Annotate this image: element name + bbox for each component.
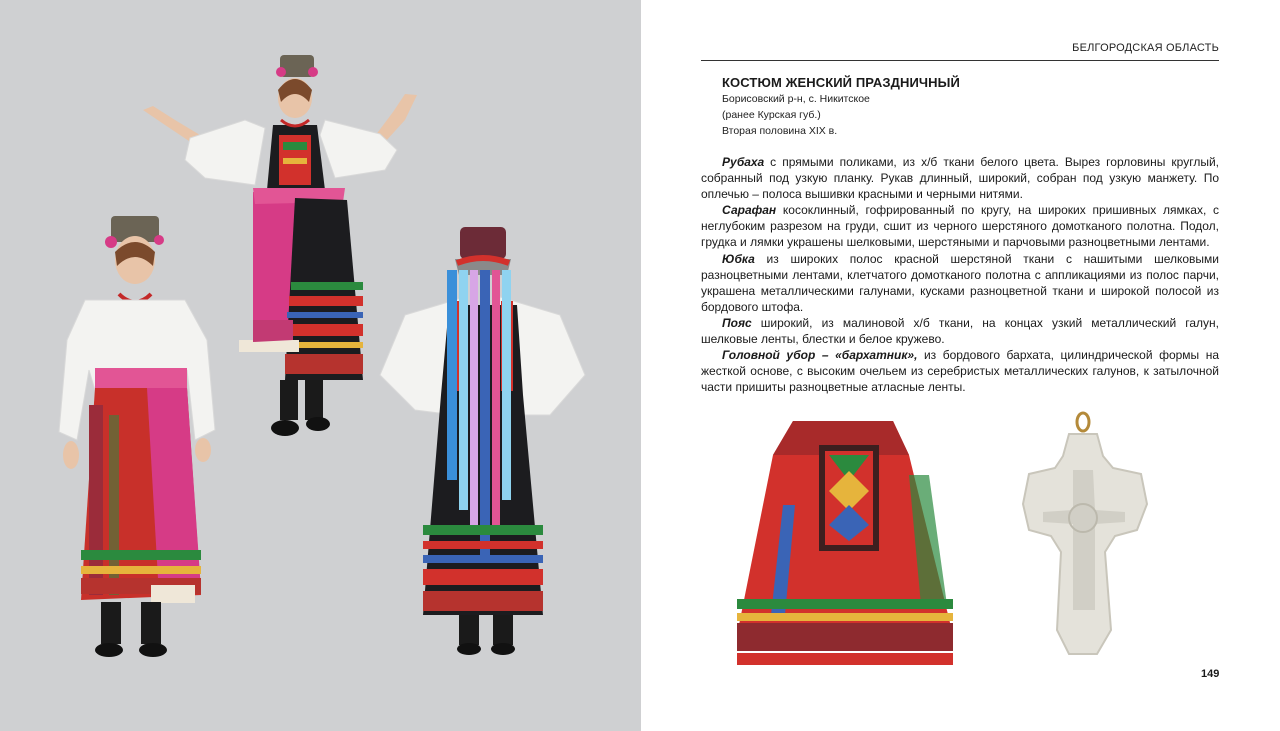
- meta-date: Вторая половина XIX в.: [722, 125, 838, 137]
- running-head: БЕЛГОРОДСКАЯ ОБЛАСТЬ: [701, 42, 1219, 61]
- text-headdress: из бордового бархата, цилиндрической формы на жесткой основе, с высоким очельем из серебристых металлических галунов, к затылочной части пришиты разноцветные атласные ленты.: [701, 348, 1219, 395]
- page-number: 149: [1201, 668, 1220, 680]
- text-belt: широкий, из малиновой х/б ткани, на концах узкий металлический галун, шелковые ленты, блестки и белое кружево.: [701, 315, 1219, 347]
- term-headdress: Головной убор – «бархатник»,: [722, 348, 918, 363]
- description: [701, 154, 1219, 395]
- right-page: [641, 0, 1280, 731]
- costume-title: КОСТЮМ ЖЕНСКИЙ ПРАЗДНИЧНЫЙ: [722, 75, 960, 90]
- term-sarafan: Сарафан: [722, 203, 777, 218]
- paragraph-headdress: [701, 347, 1219, 395]
- costume-photo-back-view: [375, 225, 590, 660]
- meta-former-province: (ранее Курская губ.): [722, 109, 821, 121]
- paragraph-shirt: [701, 154, 1219, 202]
- meta-location: Борисовский р-н, с. Никитское: [722, 93, 870, 105]
- skirt-photo: [733, 415, 958, 670]
- cross-pendant-photo: [1021, 410, 1151, 660]
- text-skirt: из широких полос красной шерстяной ткани с нашитыми шелковыми разноцветными лентами, клетчатого домотканого полотна с аппликациями из полос парчи, украшена металлическими галунами, кусками разноцветной ткани и широкой полосой из бордового штофа.: [701, 251, 1219, 314]
- term-skirt: Юбка: [722, 251, 755, 266]
- text-sarafan: косоклинный, гофрированный по кругу, на широких пришивных лямках, с неглубоким разрезом на груди, сшит из черного шерстяного домотканого полотна. Подол, грудка и лямки украшены шелковыми, шерстяными и парчовыми разноцветными лентами.: [701, 203, 1219, 250]
- term-belt: Пояс: [722, 315, 752, 330]
- paragraph-skirt: [701, 251, 1219, 315]
- text-shirt: с прямыми поликами, из х/б ткани белого цвета. Вырез горловины круглый, собранный под узкую планку. Рукав длинный, широкий, собран под узкую манжету. По оплечью – полоса вышивки красными и черными нитями.: [701, 155, 1219, 202]
- paragraph-belt: [701, 315, 1219, 347]
- paragraph-sarafan: [701, 202, 1219, 250]
- term-shirt: Рубаха: [722, 155, 765, 169]
- costume-photo-front-standing: [55, 210, 220, 660]
